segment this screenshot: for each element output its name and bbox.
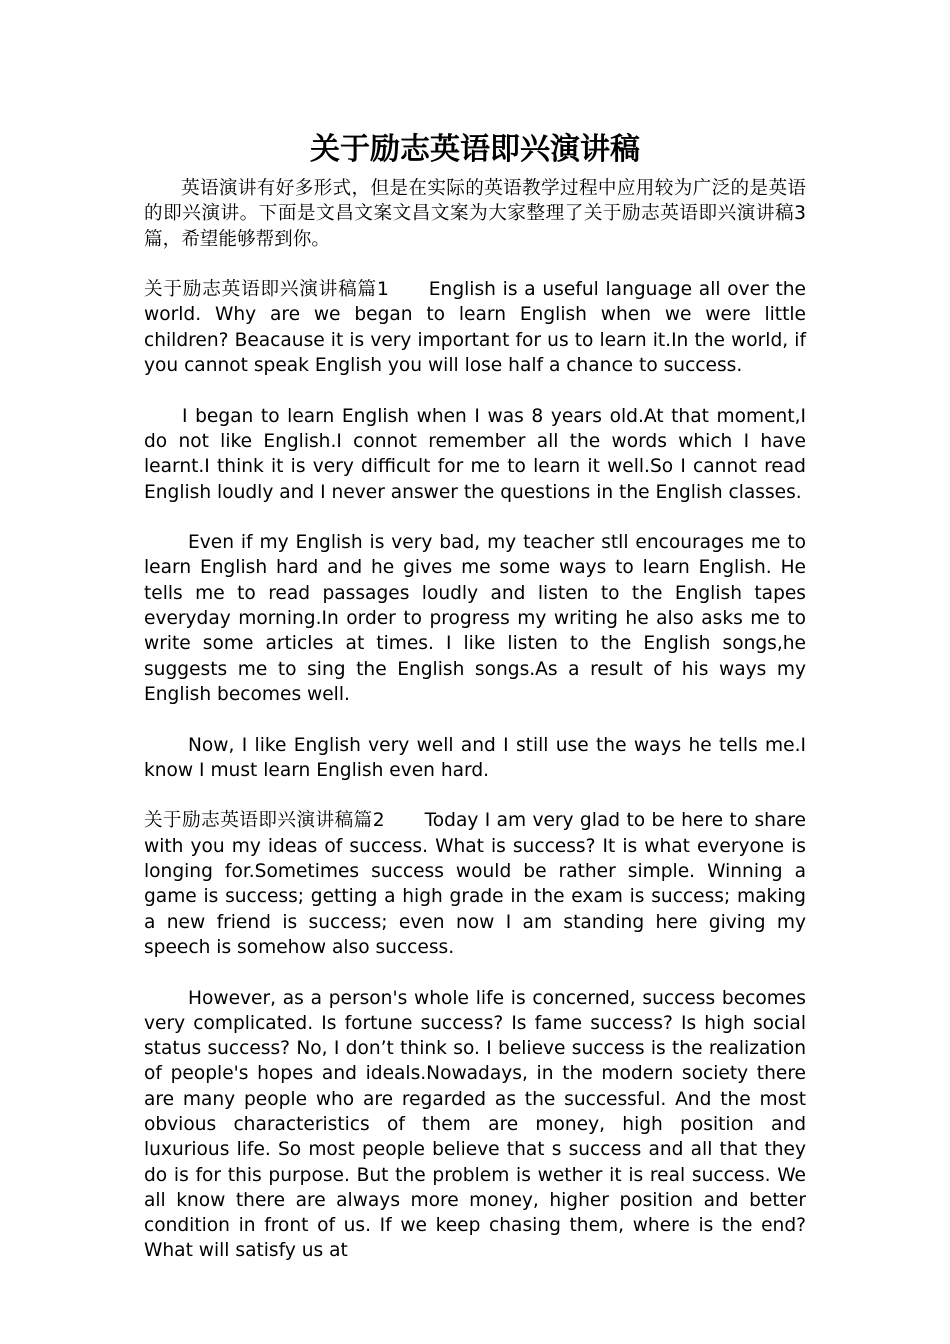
section-1-paragraph-4: Now, I like English very well and I still use the ways he tells me.I know I must learn English even hard. [144,734,806,781]
document-title: 关于励志英语即兴演讲稿 [310,132,640,167]
paragraph-gap [144,505,806,530]
paragraph-gap [144,378,806,403]
section-1-label: 关于励志英语即兴演讲稿篇1 [144,279,389,301]
section-2-label: 关于励志英语即兴演讲稿篇2 [144,810,385,832]
paragraph-gap [144,960,806,985]
section-1-paragraph-3: Even if my English is very bad, my teacher stll encourages me to learn English hard and he gives me some ways to learn English. He tells me to read passages loudly and listen to the English tapes everyday morning.In order to progress my writing he also asks me to write some articles at times. I like listen to the English songs,he suggests me to sing the English songs.As a result of his ways my English becomes well. [144,532,806,705]
paragraph-gap [144,783,806,808]
section-2-paragraph-2: However, as a person's whole life is concerned, success becomes very complicated. Is fortune success? Is fame success? Is high social status success? No, I don’t think so. I believe success is the realization of people's hopes and ideals.Nowadays, in the modern society there are many people who are regarded as the successful. And the most obvious characteristics of them are money, high position and luxurious life. So most people believe that s success and all that they do is for this purpose. But the problem is wether it is real success. We all know there are always more money, higher position and better condition in front of us. If we keep chasing them, where is the end? What will satisfy us at [144,987,806,1262]
section-1-paragraph-2: I began to learn English when I was 8 years old.At that moment,I do not like English.I connot remember all the words which I have learnt.I think it is very difficult for me to learn it well.So I cannot read English loudly and I never answer the questions in the English classes. [144,405,806,503]
section-2-paragraph-1-text: Today I am very glad to be here to share with you my ideas of success. What is success? It is what everyone is longing for.Sometimes success would be rather simple. Winning a game is success; getting a high grade in the exam is success; making a new friend is success; even now I am standing here giving my speech is somehow also success. [144,810,806,958]
document-page [144,128,806,1264]
section-2-paragraph-1 [144,808,806,960]
section-1-paragraph-1-text: English is a useful language all over the world. Why are we began to learn English when we were little children? Beacause it is very important for us to learn it.In the world, if you cannot speak English you will lose half a chance to success. [144,279,806,377]
paragraph-gap [144,707,806,732]
section-1-paragraph-1 [144,277,806,378]
paragraph-gap [144,252,806,277]
intro-paragraph: 英语演讲有好多形式，但是在实际的英语教学过程中应用较为广泛的是英语的即兴演讲。下面是文昌文案文昌文案为大家整理了关于励志英语即兴演讲稿3篇，希望能够帮到你。 [144,178,806,250]
